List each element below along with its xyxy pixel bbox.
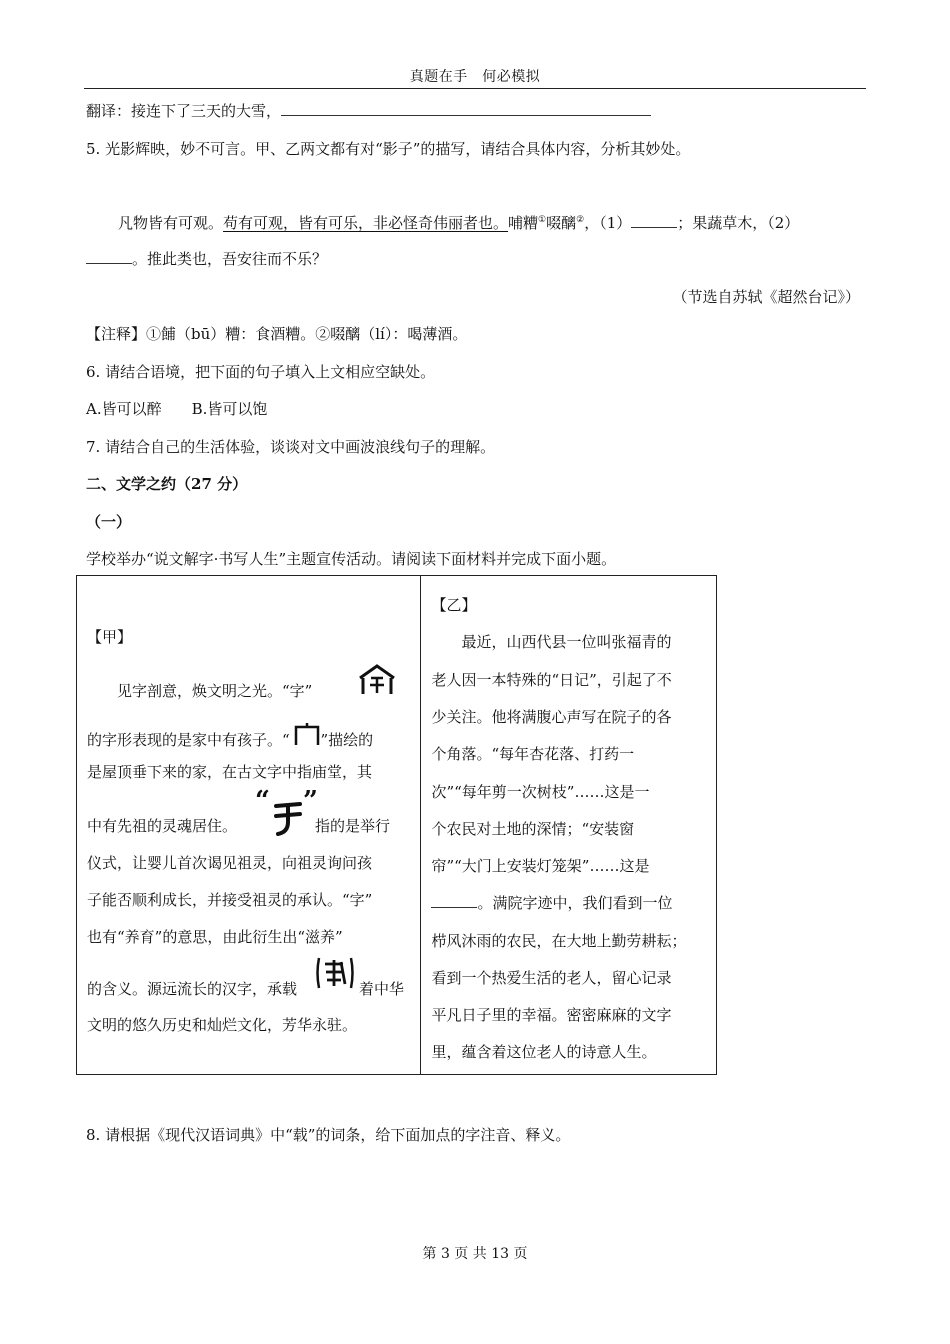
jia-tag: 【甲】 [87, 628, 133, 646]
yi-line: 里，蕴含着这位老人的诗意人生。 [431, 1043, 657, 1061]
jia-line [117, 680, 312, 701]
roof-glyph-icon [294, 721, 320, 747]
translation-line [86, 100, 651, 121]
jia-line: 指的是举行 [315, 817, 391, 835]
intro: 学校举办“说文解字·书写人生”主题宣传活动。请阅读下面材料并完成下面小题。 [86, 550, 617, 568]
jia-line: 着中华 [359, 980, 405, 998]
yi-line: 栉风沐雨的农民，在大地上勤劳耕耘； [431, 932, 687, 950]
wavy-underlined-sentence: 苟有可观，皆有可乐，非必怪奇伟丽者也。 [223, 214, 509, 232]
passage-source: （节选自苏轼《超然台记》） [672, 288, 860, 306]
section-2-sub: （一） [86, 513, 132, 531]
yi-line: 平凡日子里的幸福。密密麻麻的文字 [431, 1006, 672, 1024]
yi-line: 最近，山西代县一位叫张福青的 [431, 633, 672, 651]
yi-line [431, 892, 672, 913]
question-8: 8. 请根据《现代汉语词典》中“载”的词条，给下面加点的字注音、释义。 [86, 1126, 571, 1144]
yi-line: 个农民对土地的深情；“安装窗 [431, 820, 635, 838]
passage-text: 凡物皆有可观。 [118, 214, 224, 232]
yi-line: 帘”“大门上安装灯笼架”……这是 [431, 857, 650, 875]
jia-line: 也有“养育”的意思，由此衍生出“滋养” [87, 928, 343, 946]
passage-text: 啜醨 [546, 214, 577, 232]
yi-blank[interactable] [431, 893, 477, 908]
materials-table [76, 575, 717, 1075]
jia-line [87, 721, 373, 750]
yi-tag: 【乙】 [431, 596, 477, 614]
jia-text: ”描绘的 [320, 731, 374, 749]
note-mark: ① [538, 215, 547, 225]
jia-text: 中有先祖的灵魂居住。 [87, 817, 238, 835]
jia-text: 见字剖意，焕文明之光。“字” [117, 682, 313, 700]
jia-line: 子能否顺利成长，并接受祖灵的承认。“字” [87, 891, 373, 909]
jia-line: 文明的悠久历史和灿烂文化，芳华永驻。 [87, 1016, 358, 1034]
yi-text: 。满院字迹中，我们看到一位 [477, 894, 673, 912]
page-footer: 第 3 页 共 13 页 [422, 1246, 528, 1262]
yi-line: 次”“每年剪一次树枝”……这是一 [431, 783, 650, 801]
header-divider [84, 88, 866, 89]
blank-2[interactable] [86, 249, 132, 264]
ancient-zi-glyph-icon [357, 660, 397, 698]
question-7: 7. 请结合自己的生活体验，谈谈对文中画波浪线句子的理解。 [86, 438, 496, 456]
yi-line: 老人因一本特殊的“日记”，引起了不 [431, 671, 672, 689]
passage-text: 哺糟 [508, 214, 539, 232]
question-6: 6. 请结合语境，把下面的句子填入上文相应空缺处。 [86, 363, 436, 381]
page-header: 真题在手 何必模拟 [409, 69, 541, 85]
section-2-title: 二、文学之约（27 分） [86, 475, 248, 493]
material-jia [77, 576, 421, 1075]
passage-text: 。推此类也，吾安往而不乐？ [132, 250, 328, 268]
annotation: 【注释】①餔（bū）糟：食酒糟。②啜醨（lí）：喝薄酒。 [86, 325, 468, 343]
blank-1[interactable] [631, 213, 677, 228]
jia-line [87, 815, 237, 836]
translation-label: 翻译：接连下了三天的大雪， [86, 102, 282, 120]
jia-line: 仪式，让婴儿首次谒见祖灵，向祖灵询问孩 [87, 854, 373, 872]
child-glyph-icon [270, 798, 306, 838]
yi-line: 看到一个热爱生活的老人，留心记录 [431, 969, 672, 987]
yi-line: 个角落。“每年杏花落、打药一 [431, 745, 635, 763]
question-5: 5. 光影辉映，妙不可言。甲、乙两文都有对“影子”的描写，请结合具体内容，分析其妙处。 [86, 140, 691, 158]
passage-text: ；果蔬草木，（2） [677, 214, 800, 232]
question-6-options [86, 398, 267, 419]
note-mark: ② [576, 215, 585, 225]
ancient-zai-glyph-icon [315, 954, 355, 992]
option-b: B.皆可以饱 [191, 400, 268, 418]
jia-line [87, 978, 297, 999]
jia-text: 的字形表现的是家中有孩子。“ [87, 731, 290, 749]
passage-text: ，（1） [584, 214, 632, 232]
jia-line: 是屋顶垂下来的家，在古文字中指庙堂，其 [87, 763, 373, 781]
material-yi [421, 576, 717, 1075]
answer-blank[interactable] [281, 101, 651, 116]
jia-quote: “ [255, 786, 270, 816]
jia-text: 的含义。源远流长的汉字，承载 [87, 980, 298, 998]
passage-line-2 [86, 248, 327, 269]
option-a: A.皆可以醉 [86, 400, 162, 418]
jia-quote: ” [303, 786, 318, 816]
passage-line-1 [118, 212, 799, 233]
yi-line: 少关注。他将满腹心声写在院子的各 [431, 708, 672, 726]
